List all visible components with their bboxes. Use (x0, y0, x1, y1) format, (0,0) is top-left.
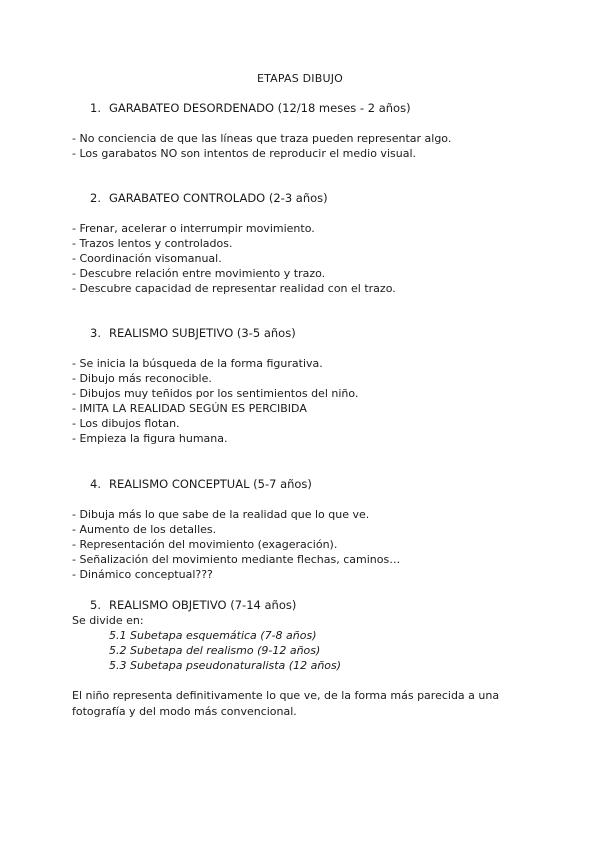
list-item: - Trazos lentos y controlados. (72, 237, 233, 250)
list-item: - IMITA LA REALIDAD SEGÚN ES PERCIBIDA (72, 402, 307, 415)
list-item: - Frenar, acelerar o interrumpir movimiento. (72, 222, 315, 235)
list-item: - Coordinación visomanual. (72, 252, 222, 265)
section-5-heading (90, 598, 296, 612)
section-4-list (72, 507, 400, 582)
list-item: - Representación del movimiento (exageración). (72, 538, 338, 551)
section-title: REALISMO SUBJETIVO (3-5 años) (109, 326, 296, 340)
conclusion-paragraph: El niño representa definitivamente lo que ve, de la forma más parecida a una fotografía y del modo más convencional. (72, 689, 500, 718)
list-item: - Señalización del movimiento mediante flechas, caminos… (72, 553, 401, 566)
section-number: 1. (90, 101, 101, 115)
section-2-list (72, 221, 396, 296)
section-title: REALISMO CONCEPTUAL (5-7 años) (109, 477, 312, 491)
section-2-heading (90, 191, 328, 205)
list-item: - Los garabatos NO son intentos de reproducir el medio visual. (72, 147, 416, 160)
section-number: 3. (90, 326, 101, 340)
substage-item: 5.1 Subetapa esquemática (7-8 años) (109, 629, 317, 642)
list-item: - Dibuja más lo que sabe de la realidad que lo que ve. (72, 508, 370, 521)
list-item: - Se inicia la búsqueda de la forma figurativa. (72, 357, 323, 370)
substage-item: 5.3 Subetapa pseudonaturalista (12 años) (109, 659, 342, 672)
section-title: REALISMO OBJETIVO (7-14 años) (109, 598, 297, 612)
page-title: ETAPAS DIBUJO (256, 72, 344, 85)
section-3-heading (90, 326, 296, 340)
substage-item: 5.2 Subetapa del realismo (9-12 años) (109, 644, 321, 657)
section-number: 2. (90, 191, 101, 205)
substage-list (109, 628, 341, 673)
section-number: 5. (90, 598, 101, 612)
list-item: - Descubre relación entre movimiento y trazo. (72, 267, 326, 280)
list-item: - No conciencia de que las líneas que traza pueden representar algo. (72, 132, 452, 145)
section-title: GARABATEO DESORDENADO (12/18 meses - 2 años) (109, 101, 411, 115)
section-1-list (72, 131, 451, 161)
section-4-heading (90, 477, 312, 491)
section-1-heading (90, 101, 411, 115)
list-item: - Dibujo más reconocible. (72, 372, 212, 385)
section-title: GARABATEO CONTROLADO (2-3 años) (109, 191, 328, 205)
list-item: - Descubre capacidad de representar realidad con el trazo. (72, 282, 396, 295)
list-item: - Dibujos muy teñidos por los sentimientos del niño. (72, 387, 359, 400)
list-item: - Los dibujos flotan. (72, 417, 180, 430)
section-5-intro: Se divide en: (72, 614, 144, 627)
section-3-list (72, 356, 358, 446)
list-item: - Aumento de los detalles. (72, 523, 217, 536)
list-item: - Dinámico conceptual??? (72, 568, 213, 581)
section-number: 4. (90, 477, 101, 491)
list-item: - Empieza la figura humana. (72, 432, 228, 445)
